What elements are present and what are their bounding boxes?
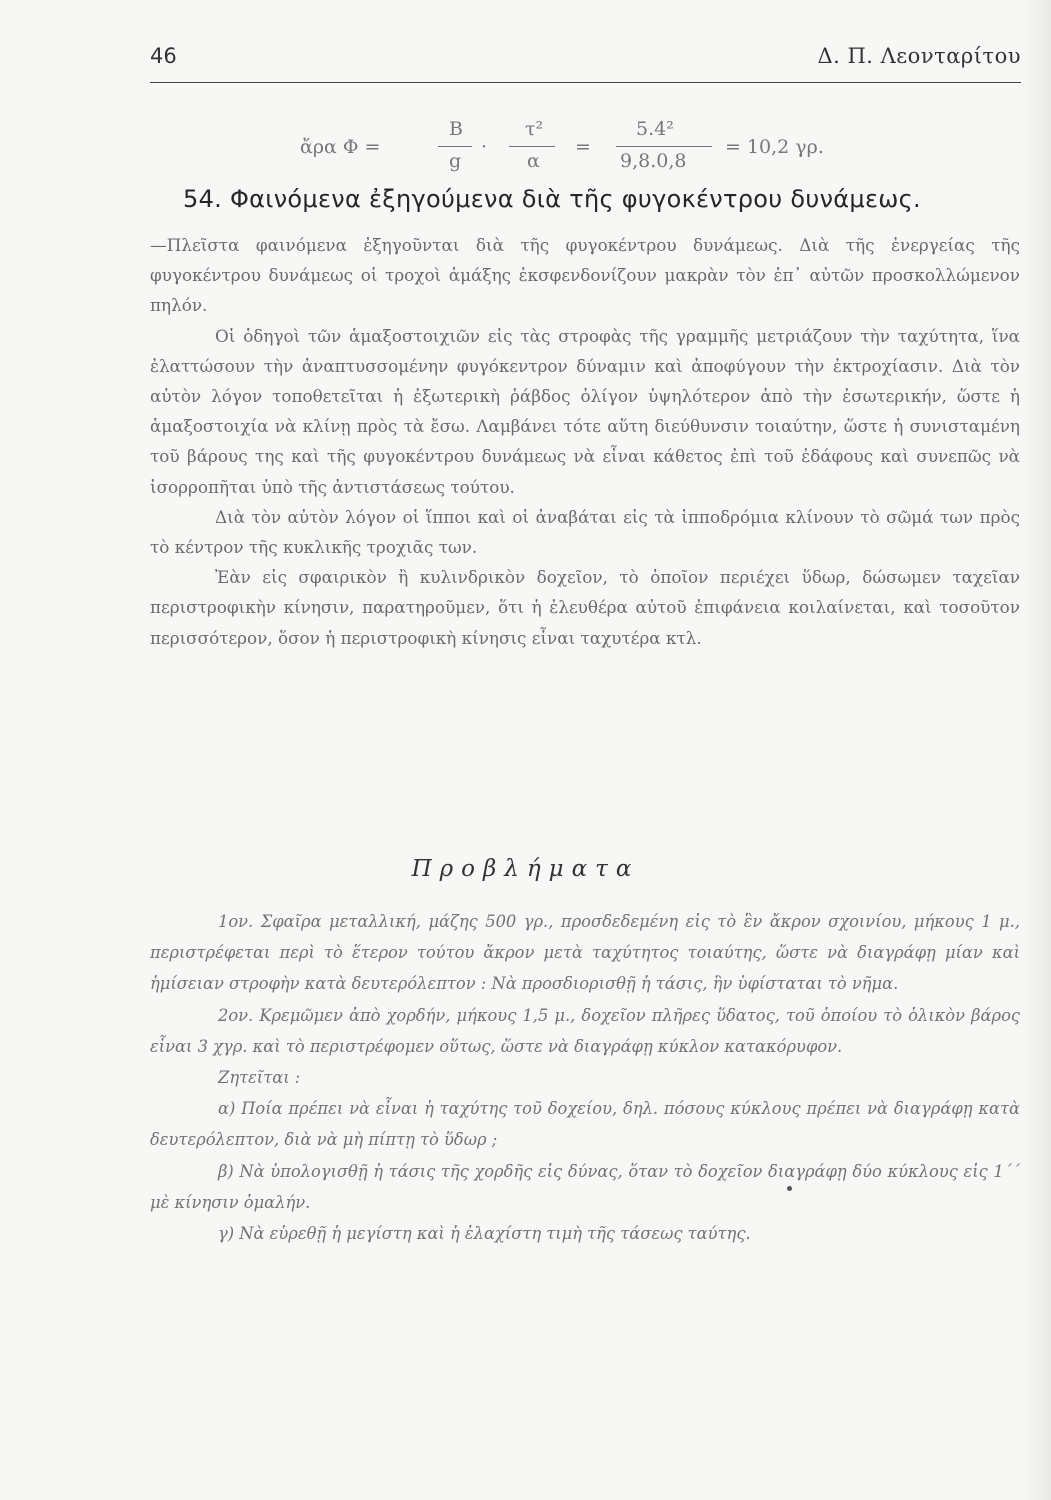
formula-t2-den: α (527, 150, 540, 172)
formula (300, 118, 900, 182)
formula-t3-den: 9,8.0,8 (620, 150, 687, 172)
problem-2-ask: Ζητεῖται : (218, 1068, 301, 1088)
paragraph-4: Ἐὰν εἰς σφαιρικὸν ἢ κυλινδρικὸν δοχεῖον, τὸ ὁποῖον περιέχει ὕδωρ, δώσωμεν ταχεῖαν περιστροφικὴν κίνησιν, παρατηροῦμεν, ὅτι ἡ ἐλευθέρα αὐτοῦ ἐπιφάνεια κοιλαίνεται, καὶ τοσοῦτον περισσότερον, ὅσον ἡ περιστροφικὴ κίνησις εἶναι ταχυτέρα κτλ. (150, 567, 1020, 648)
page-number: 46 (150, 44, 177, 68)
formula-result: = 10,2 γρ. (725, 136, 824, 158)
running-head: Δ. Π. Λεονταρίτου (817, 44, 1021, 68)
header-rule (150, 82, 1021, 83)
formula-lhs: ἄρα Φ = (300, 136, 381, 158)
paragraph-3: Διὰ τὸν αὐτὸν λόγον οἱ ἵπποι καὶ οἱ ἀναβάται εἰς τὰ ἱπποδρόμια κλίνουν τὸ σῶμά των πρὸς τὸ κέντρον τῆς κυκλικῆς τροχιᾶς των. (150, 506, 1020, 558)
section-body (150, 230, 1020, 653)
paragraph-2: Οἱ ὁδηγοὶ τῶν ἁμαξοστοιχιῶν εἰς τὰς στροφὰς τῆς γραμμῆς μετριάζουν τὴν ταχύτητα, ἵνα ἐλαττώσουν τὴν ἀναπτυσσομένην φυγόκεντρον δύναμιν καὶ ἀποφύγουν τὴν ἐκτροχίασιν. Διὰ τὸν αὐτὸν λόγον τοποθετεῖται ἡ ἐξωτερικὴ ῥάβδος ὀλίγον ὑψηλότερον ἀπὸ τὴν ἐσωτερικήν, ὥστε ἡ ἁμαξοστοιχία νὰ κλίνῃ πρὸς τὰ ἔσω. Λαμβάνει τότε αὕτη διεύθυνσιν τοιαύτην, ὥστε ἡ συνισταμένη τοῦ βάρους της καὶ τῆς φυγοκέντρου δυνάμεως νὰ εἶναι κάθετος ἐπὶ τοῦ ἐδάφους καὶ συνεπῶς νὰ ἰσορροπῆται ὑπὸ τῆς ἀντιστάσεως τούτου. (150, 325, 1020, 497)
page-fold-shadow (1023, 0, 1051, 1500)
section-heading: 54. Φαινόμενα ἐξηγούμενα διὰ τῆς φυγοκέντρου δυνάμεως. (183, 185, 921, 213)
problem-2: 2ον. Κρεμῶμεν ἀπὸ χορδήν, μήκους 1,5 μ., δοχεῖον πλῆρες ὕδατος, τοῦ ὁποίου τὸ ὁλικὸν βάρος εἶναι 3 χγρ. καὶ τὸ περιστρέφομεν οὕτως, ὥστε νὰ διαγράφῃ κύκλον κατακόρυφον. (150, 1005, 1020, 1056)
fraction-bar (509, 146, 555, 147)
problem-2-a: α) Ποία πρέπει νὰ εἶναι ἡ ταχύτης τοῦ δοχείου, δηλ. πόσους κύκλους πρέπει νὰ διαγράφῃ κατὰ δευτερόλεπτον, διὰ νὰ μὴ πίπτῃ τὸ ὕδωρ ; (150, 1099, 1020, 1150)
problem-2-b: β) Νὰ ὑπολογισθῇ ἡ τάσις τῆς χορδῆς εἰς δύνας, ὅταν τὸ δοχεῖον διαγράφῃ δύο κύκλους εἰς 1´´ μὲ κίνησιν ὁμαλήν. (150, 1161, 1020, 1212)
problems-title: Προβλήματα (411, 856, 640, 882)
problems-list (150, 906, 1020, 1249)
formula-eq: = (575, 136, 591, 158)
paragraph-1: —Πλεῖστα φαινόμενα ἐξηγοῦνται διὰ τῆς φυγοκέντρου δυνάμεως. Διὰ τῆς ἐνεργείας τῆς φυγοκέντρου δυνάμεως οἱ τροχοὶ ἁμάξης ἐκσφενδονίζουν μακρὰν τὸν ἐπ᾿ αὐτῶν προσκολλώμενον πηλόν. (150, 235, 1020, 316)
formula-t1-den: g (449, 150, 462, 172)
fraction-bar (438, 146, 472, 147)
problem-2-c: γ) Νὰ εὑρεθῇ ἡ μεγίστη καὶ ἡ ἐλαχίστη τιμὴ τῆς τάσεως ταύτης. (218, 1224, 751, 1244)
page-header (150, 44, 1021, 76)
ink-speck (787, 1186, 792, 1191)
problem-1: 1ον. Σφαῖρα μεταλλική, μάζης 500 γρ., προσδεδεμένη εἰς τὸ ἓν ἄκρον σχοινίου, μήκους 1 μ., περιστρέφεται περὶ τὸ ἕτερον τούτου ἄκρον μετὰ ταχύτητος τοιαύτης, ὥστε νὰ διαγράφῃ μίαν καὶ ἡμίσειαν στροφὴν κατὰ δευτερόλεπτον : Νὰ προσδιορισθῇ ἡ τάσις, ἣν ὑφίσταται τὸ νῆμα. (150, 912, 1020, 994)
fraction-bar (616, 146, 712, 147)
formula-t2-num: τ² (525, 118, 544, 140)
formula-dot: · (481, 136, 488, 158)
formula-t1-num: B (449, 118, 463, 140)
formula-t3-num: 5.4² (636, 118, 674, 140)
